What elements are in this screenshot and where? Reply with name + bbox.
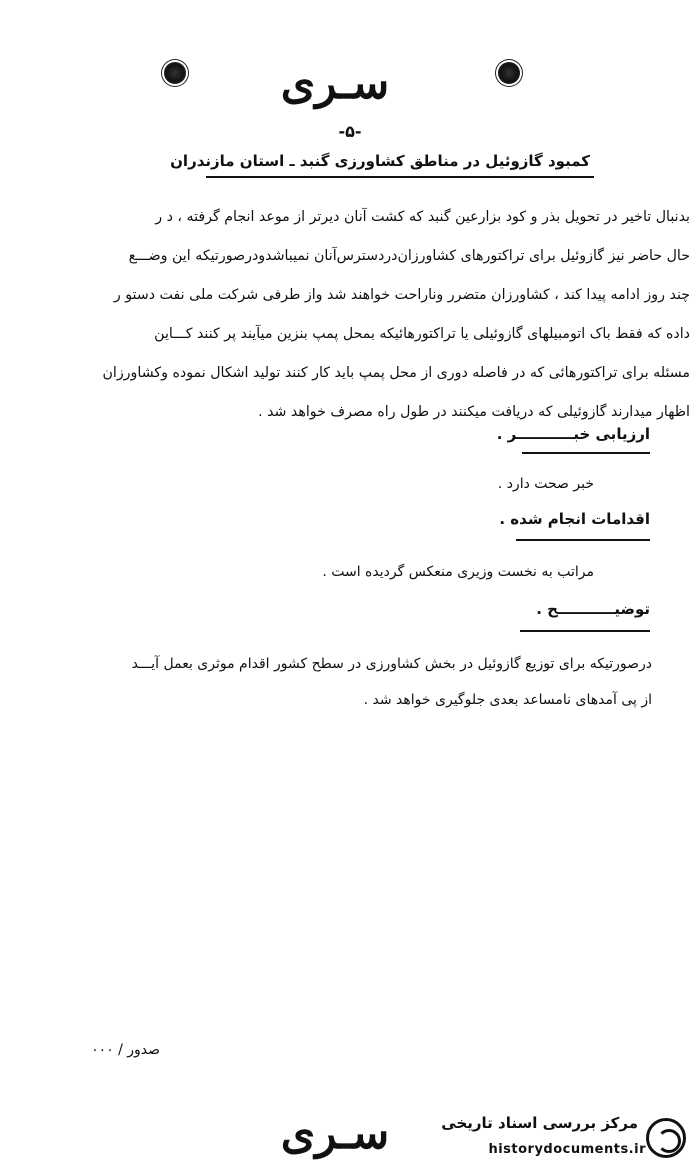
body-line: مسئله برای تراکتورهائی که در فاصله دوری از محل پمپ باید کار کنند تولید اشکال نموده وکشاورزان xyxy=(102,365,690,381)
secret-stamp-top: سـری xyxy=(280,58,390,109)
actions-text: مراتب به نخست وزیری منعکس گردیده است . xyxy=(322,564,594,580)
body-line: بدنبال تاخیر در تحویل بذر و کود بزارعین گنبد که کشت آنان دیرتر از موعد انجام گرفته ، د ر xyxy=(155,209,690,225)
right-seal-icon xyxy=(498,62,520,84)
title-underline xyxy=(206,176,594,178)
explanation-line: درصورتیکه برای توزیع گازوئیل در بخش کشاورزی در سطح کشور اقدام موثری بعمل آیـــد xyxy=(131,656,652,672)
body-paragraph xyxy=(44,198,690,432)
left-seal-icon xyxy=(164,62,186,84)
evaluation-underline xyxy=(522,452,650,454)
body-line: حال حاضر نیز گازوئیل برای تراکتورهای کشاورزان‌دردسترس‌آنان نمیباشدودرصورتیکه این وضـــع xyxy=(128,248,690,264)
evaluation-text: خبر صحت دارد . xyxy=(497,476,594,492)
body-line: چند روز ادامه پیدا کند ، کشاورزان متضرر وناراحت خواهند شد واز طرفی شرکت ملی نفت دستو ر xyxy=(113,287,690,303)
actions-heading: اقدامات انجام شده . xyxy=(499,510,650,528)
watermark-url: historydocuments.ir xyxy=(488,1142,646,1157)
watermark xyxy=(410,1112,690,1166)
explanation-underline xyxy=(520,630,650,632)
document-title: کمبود گازوئیل در مناطق کشاورزی گنبد ـ استان مازندران xyxy=(170,152,590,170)
issue-number: صدور / ۰۰۰ xyxy=(91,1042,160,1058)
secret-stamp-bottom: سـری xyxy=(280,1108,390,1159)
page-number: -۵- xyxy=(338,122,362,141)
explanation-line: از پی آمدهای نامساعد بعدی جلوگیری خواهد شد . xyxy=(363,692,652,708)
body-line: اظهار میدارند گازوئیلی که دریافت میکنند در طول راه مصرف خواهد شد . xyxy=(258,404,690,420)
watermark-logo-icon xyxy=(646,1118,686,1158)
actions-underline xyxy=(516,539,650,541)
explanation-heading: توضیـــــــــــح . xyxy=(536,600,650,618)
evaluation-heading: ارزیابی خبـــــــــــر . xyxy=(496,425,650,443)
watermark-name: مرکز بررسی اسناد تاریخی xyxy=(441,1114,638,1132)
body-line: داده که فقط باک اتومبیلهای گازوئیلی یا تراکتورهائیکه بمحل پمپ بنزین میآیند پر کنند کـــاین xyxy=(154,326,690,342)
